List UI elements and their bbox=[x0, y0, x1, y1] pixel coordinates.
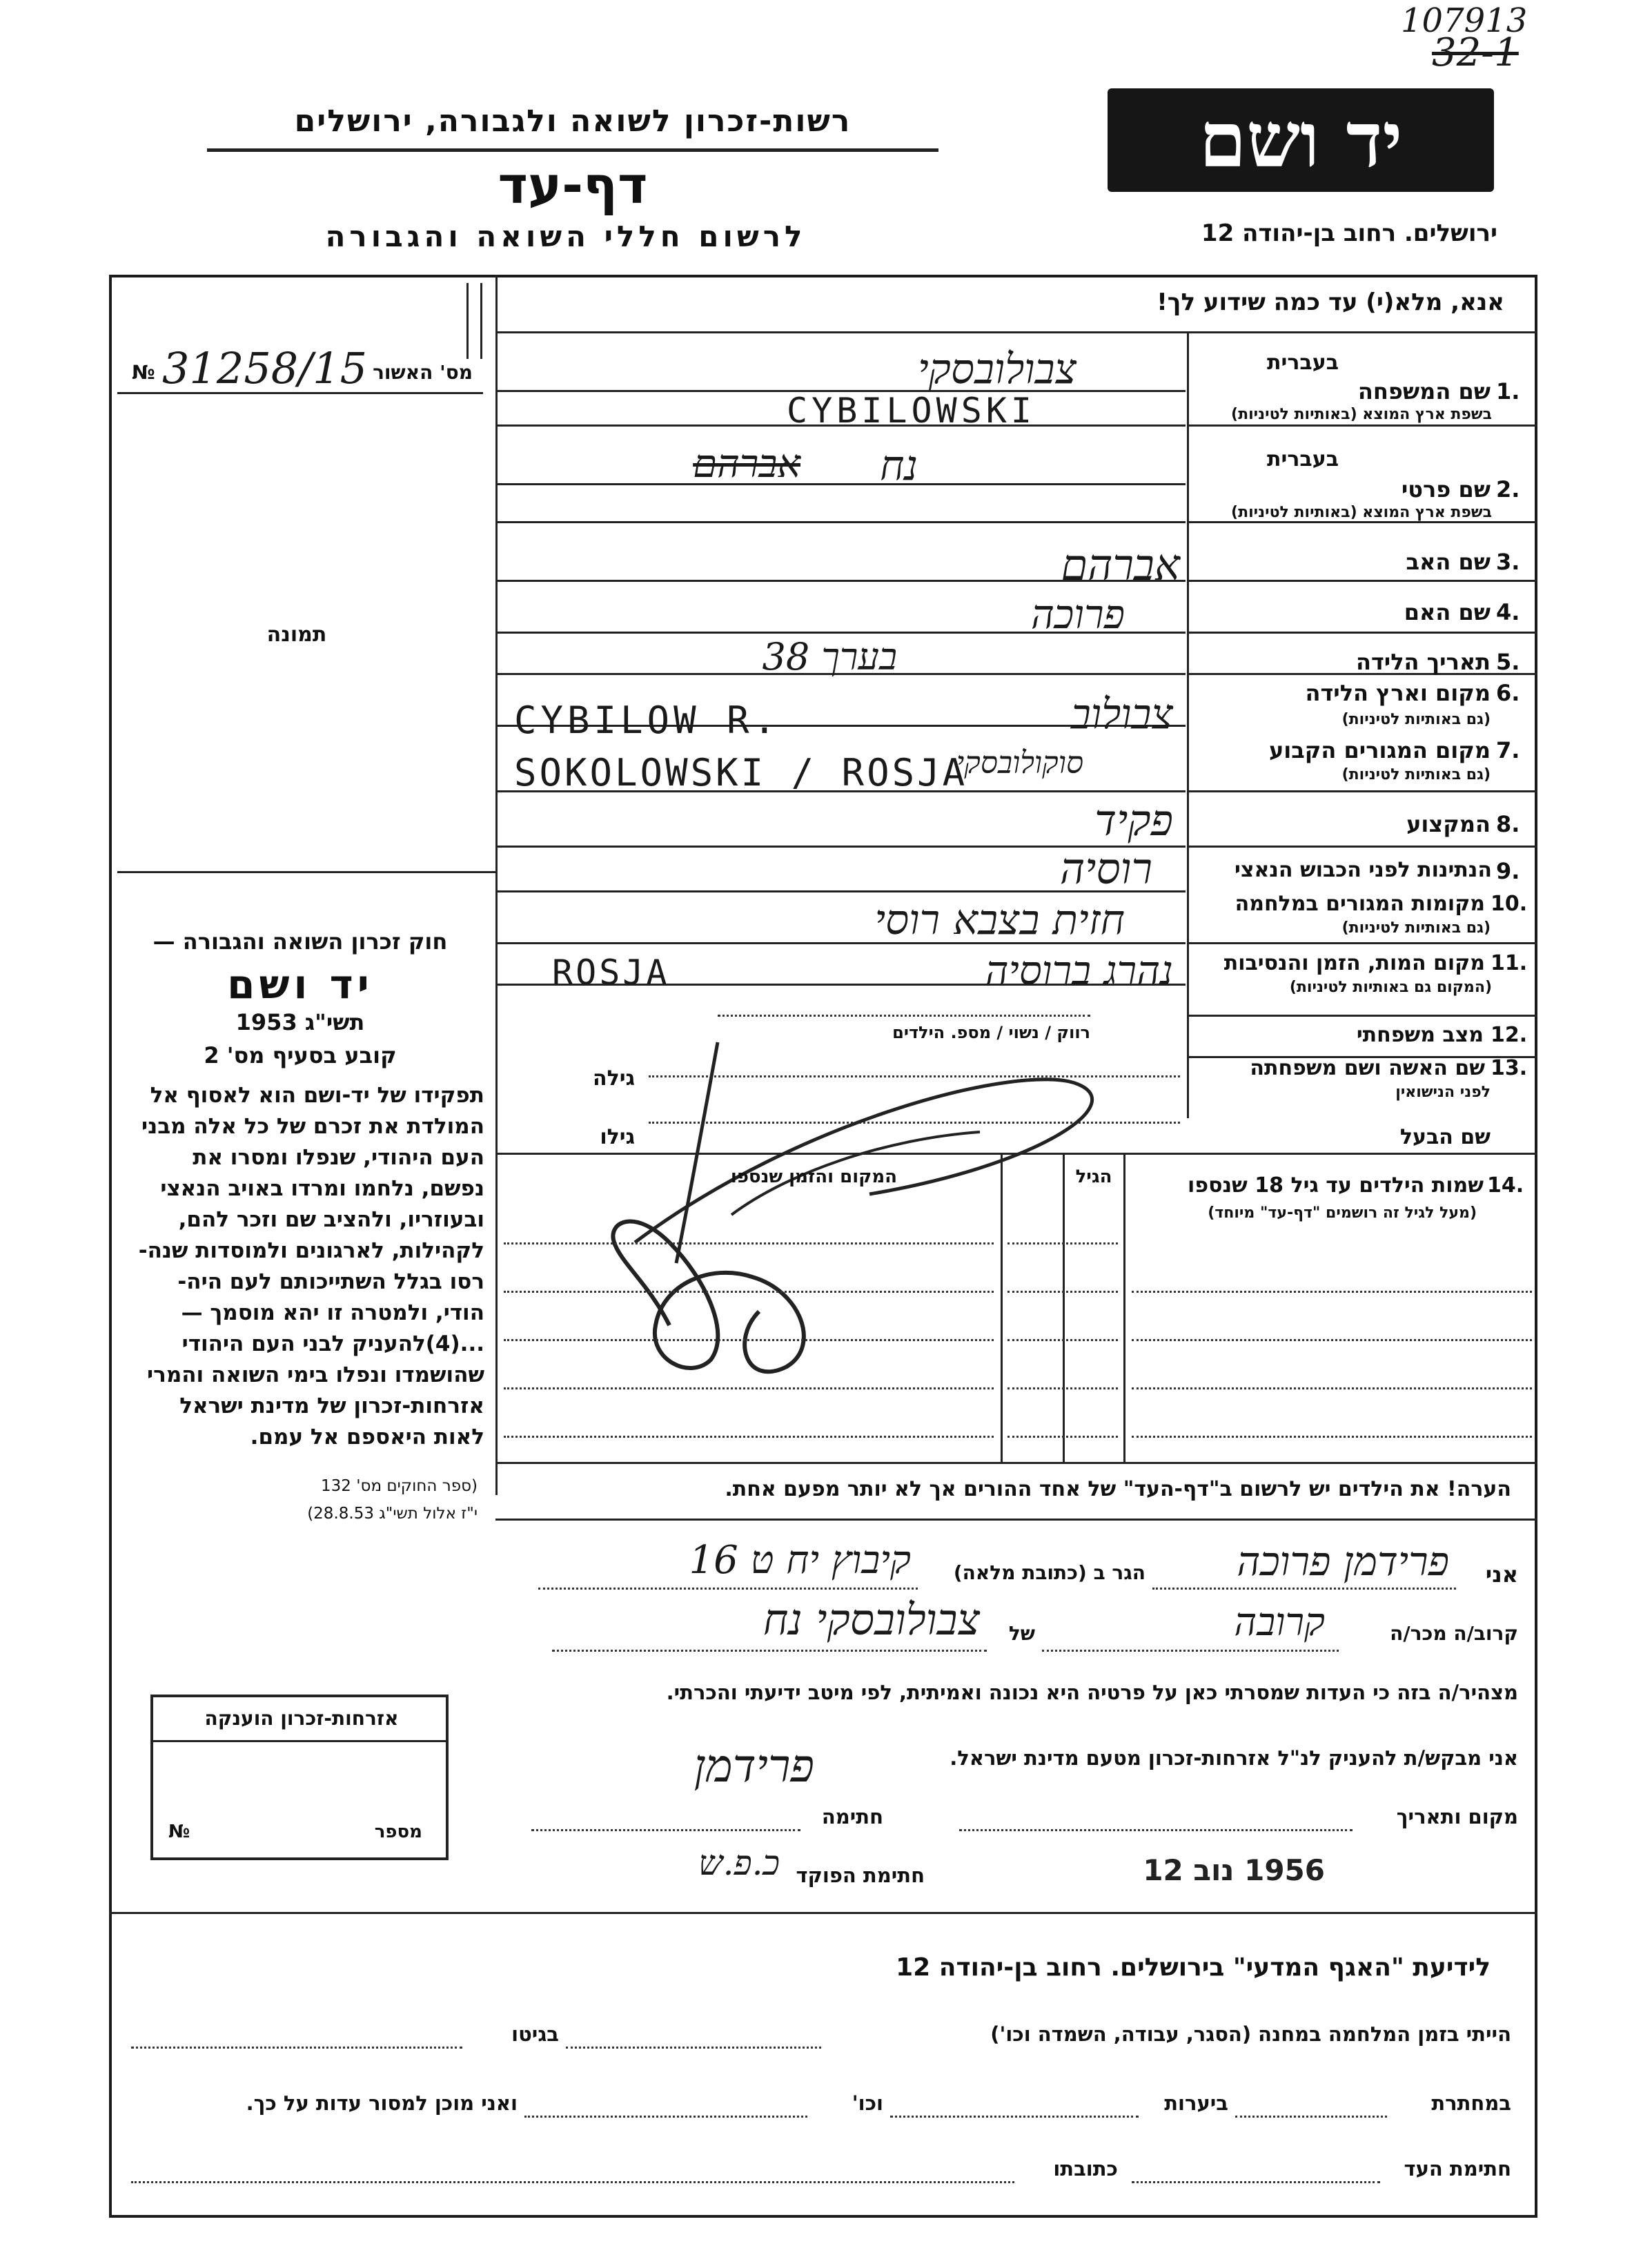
field-column-divider bbox=[1187, 331, 1189, 1118]
note-text: הערה! את הילדים יש לרשום ב"דף-העד" של אחד ההורים אך לא יותר מפעם אחת. bbox=[725, 1477, 1511, 1501]
law-line: לקהילות, לארגונים ולמוסדות שנה- bbox=[138, 1238, 484, 1263]
field-2-label: שם פרטי bbox=[1401, 476, 1491, 502]
bottom-etc-label: וכו' bbox=[852, 2091, 883, 2115]
field-10-sub: (גם באותיות לטיניות) bbox=[1341, 919, 1491, 937]
row-rule bbox=[1187, 521, 1537, 523]
relation-line bbox=[1042, 1650, 1339, 1652]
field-1-number: 1. bbox=[1496, 378, 1520, 404]
date-stamp: 1956 נוב 12 bbox=[1143, 1853, 1325, 1887]
note-bottom-rule bbox=[495, 1519, 1537, 1521]
header-address: ירושלים. רחוב בן-יהודה 12 bbox=[1201, 219, 1497, 247]
field-11-sub: (המקום גם באותיות לטיניות) bbox=[1289, 979, 1492, 996]
photo-bottom-rule bbox=[117, 871, 495, 873]
field-11-label: מקום המות, הזמן והנסיבות bbox=[1223, 951, 1485, 975]
bottom-ready-text: ואני מוכן למסור עדות על כך. bbox=[246, 2091, 518, 2115]
field-13-sub: לפני הנישואין bbox=[1395, 1084, 1491, 1101]
bottom-forests-line bbox=[890, 2116, 1139, 2118]
field-10-value: חזית בצבא רוסי bbox=[874, 896, 1125, 944]
bottom-title: לידיעת "האגף המדעי" בירושלים. רחוב בן-יהודה 12 bbox=[896, 1953, 1491, 1982]
declarant-address-line bbox=[538, 1588, 918, 1590]
child-name-line bbox=[1132, 1436, 1532, 1438]
law-line: תפקידו של יד-ושם הוא לאסוף אל bbox=[150, 1083, 484, 1108]
place-date-label: מקום ותאריך bbox=[1396, 1805, 1518, 1828]
field-6-label: מקום וארץ הלידה bbox=[1305, 680, 1491, 706]
field-7-number: 7. bbox=[1496, 737, 1520, 763]
field-5-value: בערך 38 bbox=[762, 635, 897, 679]
bottom-camp-line bbox=[566, 2047, 821, 2049]
row-rule bbox=[1187, 942, 1537, 944]
children-top-rule bbox=[495, 1153, 1537, 1155]
citizenship-box bbox=[150, 1695, 449, 1860]
field-11-latin-value: ROSJA bbox=[552, 953, 670, 993]
dotted-answer-line bbox=[718, 1015, 1090, 1017]
bottom-forests-label: ביערות bbox=[1164, 2091, 1228, 2115]
child-place-line bbox=[504, 1387, 994, 1389]
law-line: ...(4)להעניק לבני העם היהודי bbox=[181, 1331, 484, 1356]
declarant-address-label: הגר ב (כתובת מלאה) bbox=[953, 1561, 1145, 1584]
form-title: דף-עד bbox=[498, 156, 648, 215]
field-6-number: 6. bbox=[1496, 680, 1520, 706]
field-1-hebrew-tag: בעברית bbox=[1267, 351, 1339, 375]
child-age-line bbox=[1007, 1387, 1118, 1389]
bottom-witness-signature-label: חתימת העד bbox=[1404, 2157, 1511, 2180]
field-11-hebrew-value: נהרג ברוסיה bbox=[985, 947, 1173, 994]
authority-title: רשות-זכרון לשואה ולגבורה, ירושלים bbox=[294, 104, 852, 139]
field-7-hebrew-value: סוקולובסקי bbox=[956, 745, 1083, 781]
children-col-divider bbox=[1063, 1153, 1065, 1462]
of-value: צבולובסקי נח bbox=[763, 1594, 980, 1645]
law-clause: קובע בסעיף מס' 2 bbox=[204, 1042, 397, 1068]
registry-no-mark: № bbox=[132, 361, 155, 384]
signature-label: חתימה bbox=[821, 1805, 883, 1828]
field-9-number: 9. bbox=[1496, 858, 1520, 884]
bottom-address-line bbox=[131, 2181, 1014, 2183]
law-line: רסו בגלל השתייכותם לעם היה- bbox=[177, 1269, 484, 1294]
child-place-line bbox=[504, 1339, 994, 1341]
child-place-line bbox=[504, 1436, 994, 1438]
field-10-label: מקומות המגורים במלחמה bbox=[1235, 892, 1485, 916]
field-12-label: מצב משפחתי bbox=[1356, 1023, 1484, 1047]
instruction-text: אנא, מלא(י) עד כמה שידוע לך! bbox=[1157, 289, 1504, 316]
children-col-age: הגיל bbox=[1075, 1166, 1112, 1187]
law-line: ובעוזריו, ולהציב שם וזכר להם, bbox=[178, 1207, 484, 1232]
bottom-ghetto-label: בגיטו bbox=[511, 2022, 559, 2046]
field-4-label: שם האם bbox=[1404, 599, 1491, 625]
relation-value: קרובה bbox=[1234, 1600, 1325, 1645]
children-sub: (מעל לגיל זה רושמים "דף-עד" מיוחד) bbox=[1208, 1204, 1477, 1222]
child-age-line bbox=[1007, 1242, 1118, 1244]
field-5-number: 5. bbox=[1496, 649, 1520, 675]
field-6-sub: (גם באותיות לטיניות) bbox=[1341, 711, 1491, 728]
field-1-sub: בשפת ארץ המוצא (באותיות לטיניות) bbox=[1231, 406, 1492, 423]
bottom-section-rule bbox=[109, 1912, 1537, 1914]
bottom-underground-line bbox=[1235, 2116, 1387, 2118]
law-line: לאות היאספם אל עמם. bbox=[250, 1425, 484, 1449]
law-line: נפשם, נלחמו ומרדו באויב הנאצי bbox=[160, 1176, 484, 1201]
declaration-text: מצהיר/ה בזה כי העדות שמסרתי כאן על פרטיה היא נכונה ואמיתית, לפי מיטב ידיעתי והכרתי. bbox=[666, 1681, 1518, 1704]
field-6-hebrew-value: צבולוב bbox=[1070, 690, 1173, 739]
citizenship-number-label: מספר bbox=[374, 1822, 422, 1842]
field-12-number: 12. bbox=[1491, 1023, 1528, 1047]
law-year: תשי"ג 1953 bbox=[235, 1009, 365, 1035]
row-rule bbox=[1187, 580, 1537, 582]
field-7-label: מקום המגורים הקבוע bbox=[1268, 737, 1491, 763]
field-4-number: 4. bbox=[1496, 599, 1520, 625]
children-col-place: המקום והזמן שנספו bbox=[730, 1166, 897, 1187]
field-1-hebrew-value: צבולובסקי bbox=[917, 345, 1076, 393]
answer-line bbox=[495, 521, 1186, 523]
child-name-line bbox=[1132, 1339, 1532, 1341]
field-8-number: 8. bbox=[1496, 811, 1520, 837]
field-2-struck-value: אברהם bbox=[693, 442, 800, 487]
registry-number bbox=[128, 343, 473, 393]
wife-age-label: גילה bbox=[593, 1066, 635, 1091]
yad-vashem-logo bbox=[1108, 88, 1494, 192]
law-line: שהושמדו ונפלו בימי השואה והמרי bbox=[147, 1363, 484, 1387]
husband-age-label: גילו bbox=[600, 1125, 635, 1149]
child-age-line bbox=[1007, 1291, 1118, 1293]
citizenship-no-mark: № bbox=[168, 1822, 190, 1842]
child-place-line bbox=[504, 1291, 994, 1293]
field-4-value: פרוכה bbox=[1030, 591, 1125, 638]
row-rule bbox=[1187, 846, 1537, 848]
citizenship-title-rule bbox=[153, 1740, 446, 1742]
child-age-line bbox=[1007, 1339, 1118, 1341]
child-name-line bbox=[1132, 1291, 1532, 1293]
note-top-rule bbox=[495, 1462, 1537, 1464]
row-rule bbox=[1187, 424, 1537, 427]
relation-label: קרוב/ה מכר/ה bbox=[1390, 1622, 1518, 1645]
sheet-number: 32-1 bbox=[1432, 30, 1519, 75]
child-age-line bbox=[1007, 1436, 1118, 1438]
authority-underline bbox=[207, 148, 938, 152]
declarant-name-value: פרידמן פרוכה bbox=[1237, 1538, 1449, 1585]
field-3-number: 3. bbox=[1496, 549, 1520, 575]
officer-signature-value: כ.פ.ש bbox=[698, 1843, 780, 1883]
form-subtitle: לרשום חללי השואה והגבורה bbox=[325, 219, 807, 253]
bottom-address-label: כתובתו bbox=[1053, 2157, 1118, 2180]
child-place-line bbox=[504, 1242, 994, 1244]
law-footnote-2: י"ז אלול תשי"ג 28.8.53) bbox=[307, 1505, 478, 1523]
signature-line bbox=[531, 1829, 800, 1831]
children-col-divider bbox=[1001, 1153, 1003, 1462]
field-12-options: רווק / נשוי / מספ. הילדים bbox=[892, 1023, 1090, 1042]
declarant-address-value: קיבוץ יח ט 16 bbox=[689, 1538, 911, 1583]
law-footnote-1: (ספר החוקים מס' 132 bbox=[321, 1477, 478, 1495]
law-heading: חוק זכרון השואה והגבורה — bbox=[153, 928, 448, 955]
bottom-ghetto-line bbox=[131, 2047, 462, 2049]
field-9-value: רוסיה bbox=[1059, 843, 1152, 894]
field-9-label: הנתינות לפני הכבוש הנאצי bbox=[1235, 858, 1492, 882]
field-2-hebrew-tag: בעברית bbox=[1267, 447, 1339, 471]
children-title: שמות הילדים עד גיל 18 שנספו bbox=[1188, 1173, 1484, 1198]
signature-value: פרידמן bbox=[694, 1739, 814, 1793]
law-line: המולדת את זכרם של כל אלה מבני bbox=[141, 1114, 484, 1139]
field-13-number: 13. bbox=[1491, 1056, 1528, 1080]
law-line: אזרחות-זכרון של מדינת ישראל bbox=[179, 1394, 484, 1418]
field-8-value: פקיד bbox=[1094, 795, 1173, 846]
law-line: העם היהודי, שנפלו ומסרו את bbox=[193, 1145, 484, 1170]
field-10-number: 10. bbox=[1491, 892, 1528, 916]
bottom-witness-signature-line bbox=[1132, 2181, 1380, 2183]
children-col-divider bbox=[1123, 1153, 1125, 1462]
registry-value: 31258/15 bbox=[162, 343, 368, 393]
bottom-camp-label: הייתי בזמן המלחמה במחנה (הסגר, עבודה, השמדה וכו') bbox=[990, 2022, 1511, 2046]
officer-signature-label: חתימת הפוקד bbox=[796, 1864, 925, 1887]
citizenship-title: אזרחות-זכרון הוענקה bbox=[204, 1707, 399, 1730]
field-8-label: המקצוע bbox=[1406, 811, 1491, 837]
law-body bbox=[119, 1080, 484, 1453]
field-13-label: שם האשה ושם משפחתה bbox=[1250, 1056, 1485, 1080]
left-double-rule-2 bbox=[466, 283, 469, 359]
field-3-value: אברהם bbox=[1061, 540, 1180, 590]
place-date-line bbox=[959, 1829, 1353, 1831]
field-11-number: 11. bbox=[1491, 951, 1528, 975]
scribble-mark bbox=[593, 1035, 1159, 1380]
field-2-number: 2. bbox=[1496, 476, 1520, 502]
of-line bbox=[552, 1650, 987, 1652]
husband-label: שם הבעל bbox=[1399, 1125, 1491, 1149]
field-1-label: שם המשפחה bbox=[1357, 378, 1491, 404]
field-2-sub: בשפת ארץ המוצא (באותיות לטיניות) bbox=[1231, 504, 1492, 521]
field-7-latin-value: SOKOLOWSKI / ROSJA bbox=[514, 751, 968, 794]
archive-ref-number: 107913 bbox=[1401, 1, 1528, 40]
field-6-latin-value: CYBILOW R. bbox=[514, 699, 780, 742]
registry-label: מס' האשור bbox=[373, 361, 473, 384]
field-1-latin-value: CYBILOWSKI bbox=[787, 391, 1036, 431]
bottom-underground-label: במחתרת bbox=[1431, 2091, 1511, 2115]
row-rule bbox=[1187, 790, 1537, 792]
left-column-divider bbox=[495, 275, 498, 1495]
of-label: של bbox=[1008, 1622, 1035, 1645]
field-7-sub: (גם באותיות לטיניות) bbox=[1341, 766, 1491, 783]
declarant-name-line bbox=[1152, 1588, 1456, 1590]
logo-text: יד ושם bbox=[1199, 95, 1403, 184]
field-5-label: תאריך הלידה bbox=[1355, 649, 1491, 675]
field-3-label: שם האב bbox=[1406, 549, 1491, 575]
photo-label: תמונה bbox=[266, 623, 327, 647]
request-text: אני מבקש/ת להעניק לנ"ל אזרחות-זכרון מטעם מדינת ישראל. bbox=[950, 1746, 1518, 1770]
registry-rule bbox=[117, 392, 483, 394]
row-rule bbox=[1187, 1015, 1537, 1017]
law-name: יד ושם bbox=[227, 961, 373, 1008]
instruction-rule bbox=[495, 331, 1537, 333]
children-number: 14. bbox=[1487, 1173, 1524, 1198]
left-double-rule bbox=[480, 283, 482, 359]
law-line: הודי, ולמטרה זו יהא מוסמך — bbox=[181, 1300, 484, 1325]
declarant-ani: אני bbox=[1485, 1561, 1518, 1588]
row-rule bbox=[1187, 632, 1537, 634]
field-2-hebrew-value: נח bbox=[879, 442, 918, 490]
bottom-etc-line bbox=[524, 2116, 807, 2118]
child-name-line bbox=[1132, 1387, 1532, 1389]
